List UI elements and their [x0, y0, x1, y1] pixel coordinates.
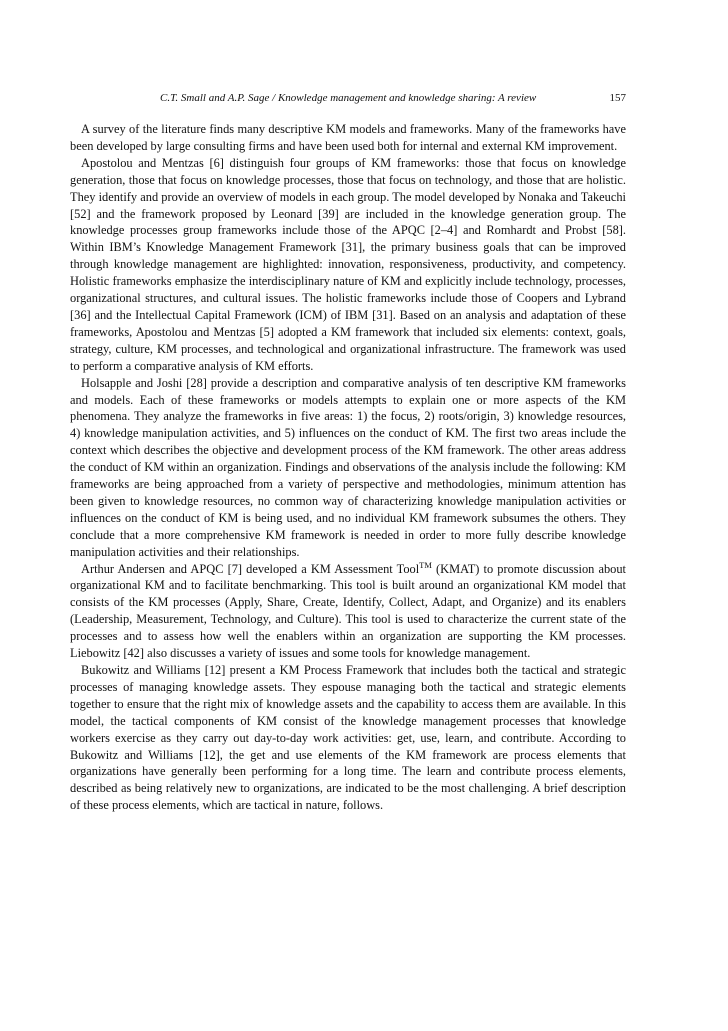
- body-text: [70, 121, 626, 814]
- running-header: [70, 90, 626, 106]
- paragraph-survey: A survey of the literature finds many descriptive KM models and frameworks. Many of the frameworks have been developed by large consulting firms and have been used both for internal and external KM improvement.: [70, 122, 626, 153]
- paragraph-andersen-apqc: [70, 561, 626, 662]
- page-number: 157: [609, 92, 626, 104]
- running-title: C.T. Small and A.P. Sage / Knowledge management and knowledge sharing: A review: [160, 92, 537, 104]
- paragraph-andersen-apqc-start: Arthur Andersen and APQC [7] developed a KM Assessment Tool: [81, 561, 420, 576]
- paragraph-andersen-apqc-rest: (KMAT) to promote discussion about organizational KM and to facilitate benchmarking. This tool is built around an organizational KM model that consists of the KM processes (Apply, Share, Create, Identify, Collect, Adapt, and Organize) and its enablers (Leadership, Measurement, Technology, and Culture). This tool is used to characterize the current state of the processes and to assess how well the enablers within an organization are supporting the KM processes. Liebowitz [42] also discusses a variety of issues and some tools for knowledge management.: [70, 561, 626, 661]
- trademark-superscript: TM: [419, 559, 432, 570]
- paragraph-bukowitz-williams: Bukowitz and Williams [12] present a KM Process Framework that includes both the tactical and strategic processes of managing knowledge assets. They espouse managing both the tactical and strategic elements together to ensure that the right mix of knowledge assets and the capability to access them are available. In this model, the tactical components of KM consist of the knowledge management processes that knowledge workers exercise as they carry out day-to-day work activities: get, use, learn, and contribute. According to Bukowitz and Williams [12], the get and use elements of the KM framework are process elements that organizations have generally been performing for a long time. The learn and contribute process elements, described as being relatively new to organizations, are indicated to be the most challenging. A brief description of these process elements, which are tactical in nature, follows.: [70, 663, 626, 813]
- paragraph-apostolou-mentzas: Apostolou and Mentzas [6] distinguish four groups of KM frameworks: those that focus on knowledge generation, those that focus on knowledge processes, those that focus on technology, and those that are holistic. They identify and provide an overview of models in each group. The model developed by Nonaka and Takeuchi [52] and the framework proposed by Leonard [39] are included in the knowledge generation group. The knowledge processes group frameworks include those of the APQC [2–4] and Romhardt and Probst [58]. Within IBM’s Knowledge Management Framework [31], the primary business goals that can be improved through knowledge management are highlighted: innovation, responsiveness, productivity, and competency. Holistic frameworks emphasize the interdisciplinary nature of KM and explicitly include technology, processes, organizational structures, and cultural issues. The holistic frameworks include those of Coopers and Lybrand [36] and the Intellectual Capital Framework (ICM) of IBM [31]. Based on an analysis and adaptation of these frameworks, Apostolou and Mentzas [5] adopted a KM framework that included six elements: context, goals, strategy, culture, KM processes, and technological and organizational infrastructure. The framework was used to perform a comparative analysis of KM efforts.: [70, 155, 626, 373]
- paragraph-holsapple-joshi: Holsapple and Joshi [28] provide a description and comparative analysis of ten descriptive KM frameworks and models. Each of these frameworks or models attempts to explain one or more aspects of the KM phenomena. They analyze the frameworks in five areas: 1) the focus, 2) roots/origin, 3) knowledge resources, 4) knowledge manipulation activities, and 5) influences on the conduct of KM. The first two areas include the context which describes the objective and development process of the KM framework. The other areas address the conduct of KM within an organization. Findings and observations of the analysis include the following: KM frameworks are being approached from a variety of perspective and methodologies, minimum attention has been given to knowledge resources, no common way of characterizing knowledge manipulation activities or influences on the conduct of KM is being used, and no individual KM framework subsumes the others. They conclude that a more comprehensive KM framework is needed in order to more fully describe knowledge manipulation activities and their relationships.: [70, 375, 626, 559]
